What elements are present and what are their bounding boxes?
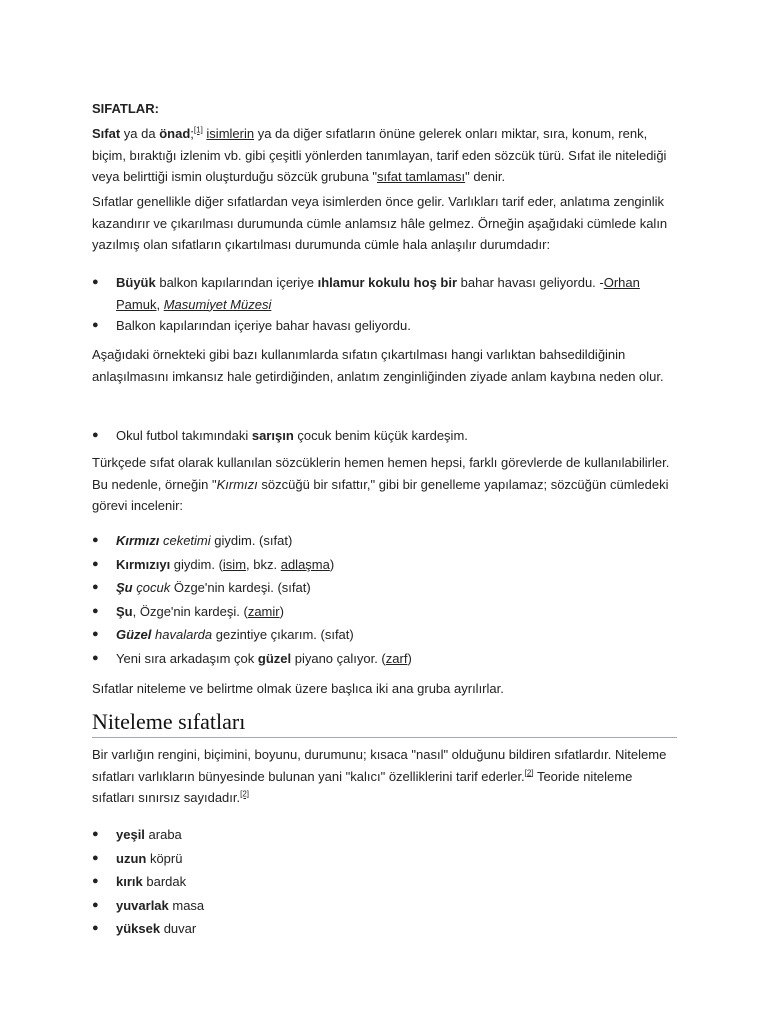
bold-word: ıhlamur kokulu hoş bir — [317, 275, 458, 290]
list-item — [92, 554, 677, 578]
italic-word: Kırmızı — [216, 476, 258, 492]
text-span: , Özge'nin kardeşi. ( — [132, 603, 248, 619]
example-list-3 — [92, 530, 677, 671]
bold-italic-word: Kırmızı — [116, 533, 160, 548]
term-onad: önad — [159, 126, 191, 141]
reference-link[interactable]: [1] — [193, 125, 203, 135]
bold-word: yeşil — [116, 827, 145, 842]
bold-word: kırık — [116, 874, 143, 889]
text-span: köprü — [146, 850, 183, 866]
text-span: piyano çalıyor. ( — [291, 650, 386, 666]
bullet-icon: ● — [92, 429, 99, 441]
list-item — [92, 918, 677, 942]
term-sifat: Sıfat — [92, 126, 121, 141]
text-span: bardak — [142, 874, 187, 889]
reference-2b[interactable] — [240, 790, 249, 799]
text-span: ya da diğer sıfatların önüne gelerek onları miktar, sıra, konum, renk, biçim, bıraktığı izlenim vb. gibi çeşitli yönlerden tanımlayan, tarif eden sözcük türü. Sıfat ile nitelediği veya belirttiği ismin oluşturduğu sözcük grubuna " — [92, 126, 667, 184]
bold-word: yuvarlak — [116, 897, 169, 913]
text-span: giydim. (sıfat) — [210, 533, 293, 548]
reference-link[interactable]: [2] — [240, 789, 250, 799]
link-masumiyet-muzesi[interactable]: Masumiyet Müzesi — [163, 296, 272, 312]
example-list-2 — [92, 425, 677, 449]
link-zamir[interactable]: zamir — [247, 603, 280, 619]
bold-word: yüksek — [116, 921, 161, 936]
bullet-icon: ● — [92, 922, 99, 934]
italic-word: havalarda — [155, 627, 213, 642]
list-item — [92, 648, 677, 672]
text-span: gezintiye çıkarım. (sıfat) — [212, 627, 354, 642]
bold-word: Şu — [116, 603, 133, 619]
bullet-icon: ● — [92, 651, 99, 664]
link-zarf[interactable]: zarf — [385, 650, 408, 666]
italic-word: çocuk — [136, 580, 171, 595]
bold-word: Kırmızıyı — [116, 556, 171, 572]
paragraph-6 — [92, 744, 677, 809]
bold-word: sarışın — [251, 428, 294, 443]
text-span: Türkçede sıfat olarak kullanılan sözcüklerin hemen hemen hepsi, farklı görevlerde de kullanılabilirler. Bu nedenle, örneğin " — [92, 455, 670, 492]
paragraph-5: Sıfatlar niteleme ve belirtme olmak üzere başlıca iki ana gruba ayrılırlar. — [92, 681, 504, 696]
text-span: sözcüğü bir sıfattır," gibi bir genelleme yapılamaz; sözcüğün cümledeki görevi incelenir: — [92, 476, 669, 513]
list-item — [92, 315, 677, 339]
link-adlasma[interactable]: adlaşma — [280, 556, 330, 572]
paragraph-2: Sıfatlar genellikle diğer sıfatlardan veya isimlerden önce gelir. Varlıkları tarif eder, anlatıma zenginlik kazandırır ve çıkarılması durumunda cümle anlamsız hâle gelmez. Örneğin aşağıdaki cümlede kalın yazılmış olan sıfatların çıkartılması durumunda cümle hala anlaşılır durumdadır: — [92, 194, 668, 252]
bold-word: uzun — [116, 850, 147, 866]
example-list-4 — [92, 824, 677, 942]
bullet-icon: ● — [92, 557, 99, 570]
text-span: Teoride niteleme sıfatları sınırsız sayıdadır. — [92, 768, 633, 805]
text-span: duvar — [160, 921, 197, 936]
text-span: Balkon kapılarından içeriye bahar havası geliyordu. — [116, 318, 411, 333]
bullet-icon: ● — [92, 628, 99, 640]
list-item — [92, 824, 677, 848]
text-span: ) — [407, 650, 412, 666]
text-span: ) — [279, 603, 284, 619]
reference-2[interactable] — [525, 768, 534, 777]
text-span: Bir varlığın rengini, biçimini, boyunu, durumunu; kısaca "nasıl" olduğunu bildiren sıfatlardır. Niteleme sıfatları varlıkların bünyesinde bulunan yani "kalıcı" özelliklerini tarif ederler. — [92, 747, 667, 784]
reference-1[interactable] — [194, 126, 203, 135]
bold-word: güzel — [257, 650, 292, 666]
italic-word: ceketimi — [162, 533, 211, 548]
text-span: " denir. — [465, 169, 506, 184]
bullet-icon: ● — [92, 581, 99, 593]
link-isim[interactable]: isim — [222, 556, 247, 572]
example-list-1 — [92, 272, 677, 339]
link-isimlerin[interactable]: isimlerin — [206, 126, 255, 141]
text-span: bahar havası geliyordu. - — [457, 275, 604, 290]
text-span: , bkz. — [246, 556, 281, 572]
link-orhan-pamuk[interactable]: Orhan Pamuk — [116, 275, 640, 312]
bullet-icon: ● — [92, 604, 99, 617]
bullet-icon: ● — [92, 534, 99, 546]
list-item — [92, 895, 677, 919]
section-heading-niteleme: Niteleme sıfatları — [92, 708, 677, 738]
text-span: ya da — [120, 126, 160, 141]
page-title: SIFATLAR: — [92, 101, 159, 116]
text-span: masa — [168, 897, 205, 913]
list-item — [92, 530, 677, 554]
intro-paragraph — [92, 123, 677, 188]
list-item — [92, 601, 677, 625]
text-span: araba — [144, 827, 182, 842]
bold-word: Büyük — [116, 275, 156, 290]
text-span: balkon kapılarından içeriye — [155, 275, 318, 290]
text-span: ; — [190, 126, 194, 141]
list-item — [92, 848, 677, 872]
text-span: çocuk benim küçük kardeşim. — [293, 428, 468, 443]
bullet-icon: ● — [92, 851, 99, 864]
bullet-icon: ● — [92, 875, 99, 887]
text-span: Okul futbol takımındaki — [116, 428, 252, 443]
paragraph-3: Aşağıdaki örnekteki gibi bazı kullanımlarda sıfatın çıkartılması hangi varlıktan bahsedildiğinin anlaşılmasını imkansız hale getirdiğinden, anlatım zenginliğinden ziyade anlam kaybına neden olur. — [92, 347, 664, 384]
list-item — [92, 425, 677, 449]
bullet-icon: ● — [92, 276, 99, 288]
list-item — [92, 577, 677, 601]
paragraph-4 — [92, 452, 677, 517]
text-span: Özge'nin kardeşi. (sıfat) — [170, 580, 311, 595]
text-span: Yeni sıra arkadaşım çok — [116, 650, 258, 666]
list-item — [92, 272, 677, 315]
reference-link[interactable]: [2] — [524, 768, 534, 778]
list-item — [92, 624, 677, 648]
bold-italic-word: Güzel — [116, 627, 152, 642]
bold-italic-word: Şu — [116, 580, 133, 595]
bullet-icon: ● — [92, 319, 99, 331]
bullet-icon: ● — [92, 828, 99, 840]
text-span: , — [156, 296, 164, 312]
bullet-icon: ● — [92, 898, 99, 911]
list-item — [92, 871, 677, 895]
link-sifat-tamlamasi[interactable]: sıfat tamlaması — [376, 169, 466, 184]
text-span: ) — [329, 556, 335, 572]
text-span: giydim. ( — [170, 556, 223, 572]
